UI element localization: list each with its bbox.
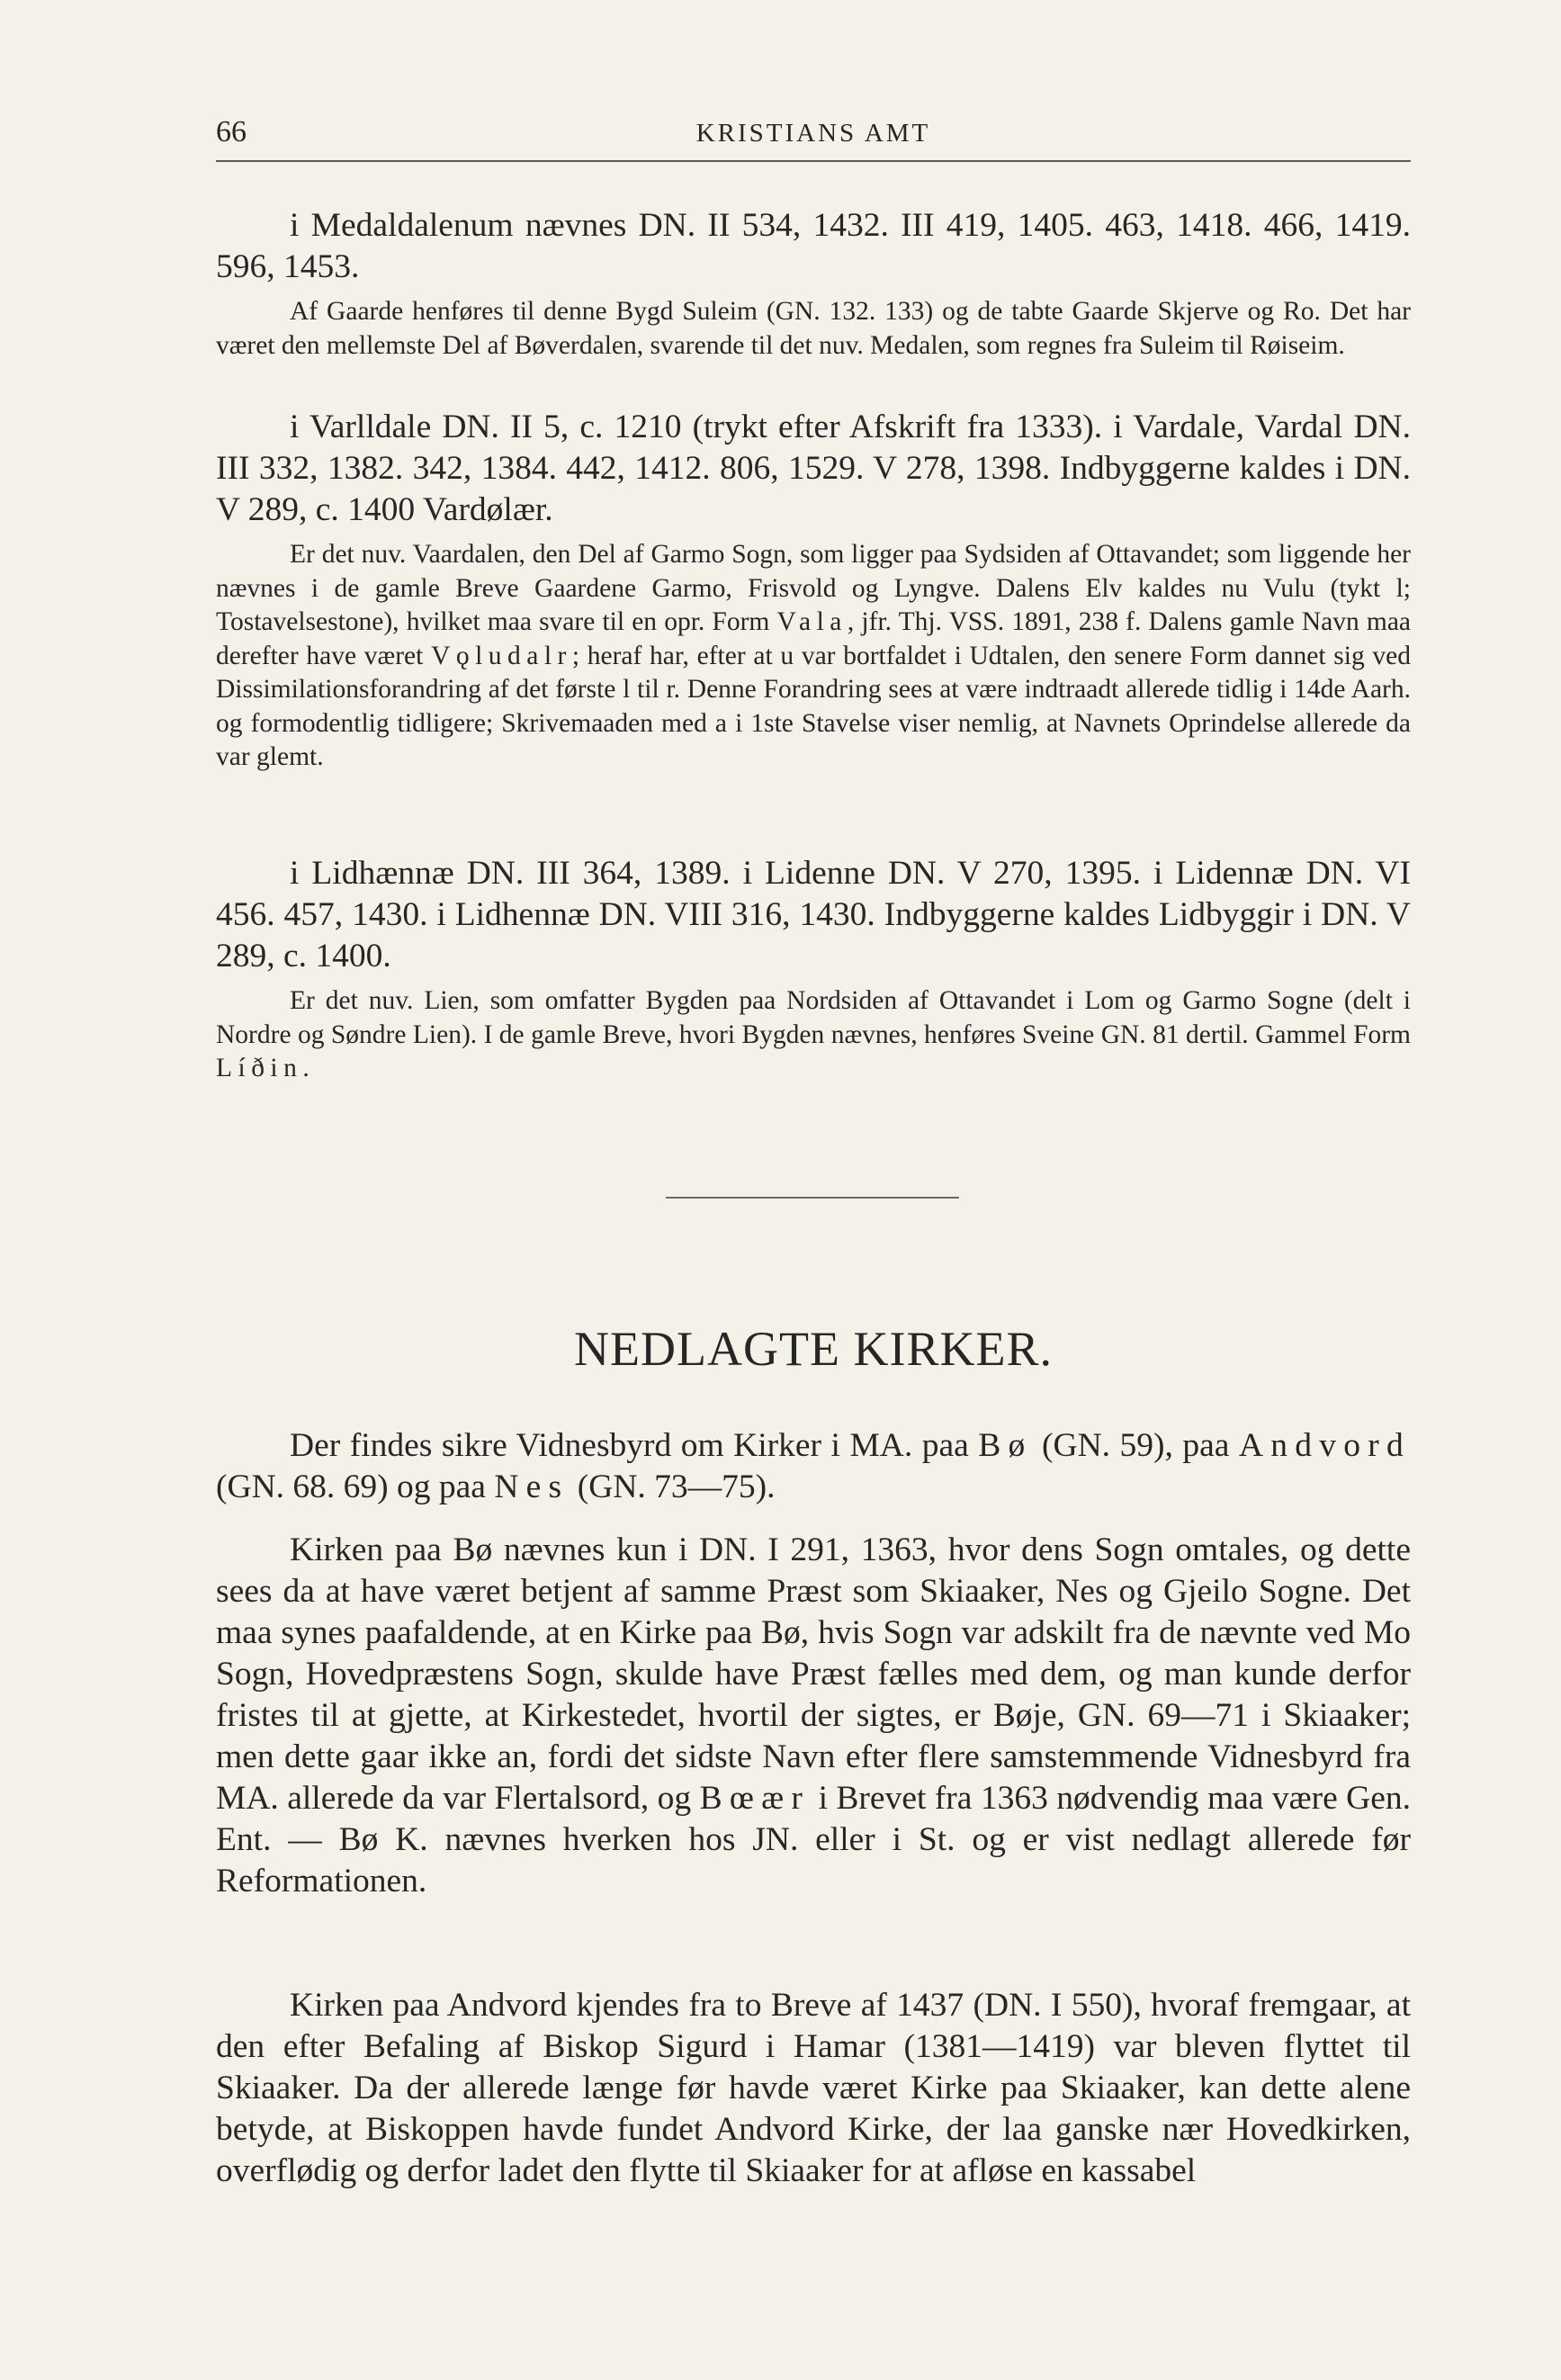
lidin-forms: i Lidhænnæ DN. III 364, 1389. i Lidenne DN. V 270, 1395. i Lidennæ DN. VI 456. 457, 1430. i Lidhennæ DN. VIII 316, 1430. Indbyggerne kaldes Lidbyggir i DN. V 289, c. 1400. (216, 855, 1411, 974)
form-lidin: Líðin (216, 1054, 303, 1082)
form-vala: Vala (776, 607, 848, 636)
page-header (216, 115, 1411, 162)
medaldalen-forms: i Medaldalenum nævnes DN. II 534, 1432. III 419, 1405. 463, 1418. 466, 1419. 596, 1453. (216, 207, 1411, 285)
section-divider (666, 1197, 959, 1199)
lidin-note: Er det nuv. Lien, som omfatter Bygden paa Nordsiden af Ottavandet i Lom og Garmo Sogne (delt i Nordre og Søndre Lien). I de gamle Breve, hvori Bygden nævnes, henføres Sveine GN. 81 dertil. Gammel Form Líðin. (216, 986, 1411, 1082)
section-paragraph-3: Kirken paa Andvord kjendes fra to Breve af 1437 (DN. I 550), hvoraf fremgaar, at den efter Befaling af Biskop Sigurd i Hamar (1381—1419) var bleven flyttet til Skiaaker. Da der allerede længe før havde været Kirke paa Skiaaker, kan dette alene betyde, at Biskoppen havde fundet Andvord Kirke, der laa ganske nær Hovedkirken, overflødig og derfor ladet den flytte til Skiaaker for at afløse en kassabel (216, 1987, 1411, 2189)
form-boeaer: Bœær (699, 1780, 811, 1817)
place-nes: Nes (494, 1468, 570, 1505)
medaldalen-note: Af Gaarde henføres til denne Bygd Suleim (GN. 132. 133) og de tabte Gaarde Skjerve og Ro. Det har været den mellemste Del af Bøverdalen, svarende til det nuv. Medalen, som regnes fra Suleim til Røiseim. (216, 297, 1411, 360)
page-number: 66 (216, 115, 247, 148)
place-bo: Bø (978, 1427, 1033, 1464)
place-andvord: Andvord (1238, 1427, 1411, 1464)
form-voludalr: Vǫludalr (431, 641, 572, 670)
section-paragraph-2: Kirken paa Bø nævnes kun i DN. I 291, 1363, hvor dens Sogn omtales, og dette sees da at have været betjent af samme Præst som Skiaaker, Nes og Gjeilo Sogne. Det maa synes paafaldende, at en Kirke paa Bø, hvis Sogn var adskilt fra de nævnte ved Mo Sogn, Hovedpræstens Sogn, skulde have Præst fælles med dem, og man kunde derfor fristes til at gjette, at Kirkestedet, hvortil der sigtes, er Bøje, GN. 69—71 i Skiaaker; men dette gaar ikke an, fordi det sidste Navn efter flere samstemmende Vidnesbyrd fra MA. allerede da var Flertalsord, og Bœær i Brevet fra 1363 nødvendig maa være Gen. Ent. — Bø K. nævnes hverken hos JN. eller i St. og er vist nedlagt allerede før Reformationen. (216, 1531, 1412, 1900)
vardal-note: Er det nuv. Vaardalen, den Del af Garmo Sogn, som ligger paa Sydsiden af Ottavandet; som liggende her nævnes i de gamle Breve Gaardene Garmo, Frisvold og Lyngve. Dalens Elv kaldes nu Vulu (tykt l; Tostavelsestone), hvilket maa svare til en opr. Form Vala, jfr. Thj. VSS. 1891, 238 f. Dalens gamle Navn maa derefter have været Vǫludalr; heraf har, efter at u var bortfaldet i Udtalen, den senere Form dannet sig ved Dissimilationsforandring af det første l til r. Denne Forandring sees at være indtraadt allerede tidlig i 14de Aarh. og formodentlig tidligere; Skrivemaaden med a i 1ste Stavelse viser nemlig, at Navnets Oprindelse allerede da var glemt. (216, 540, 1411, 771)
section-title: NEDLAGTE KIRKER. (574, 1322, 1053, 1376)
section-paragraph-1: Der findes sikre Vidnesbyrd om Kirker i MA. paa Bø (GN. 59), paa Andvord (GN. 68. 69) og paa Nes (GN. 73—75). (216, 1427, 1411, 1505)
vardal-forms: i Varlldale DN. II 5, c. 1210 (trykt efter Afskrift fra 1333). i Vardale, Vardal DN. III 332, 1382. 342, 1384. 442, 1412. 806, 1529. V 278, 1398. Indbyggerne kaldes i DN. V 289, c. 1400 Vardølær. (216, 409, 1411, 528)
running-head: KRISTIANS AMT (695, 119, 931, 148)
